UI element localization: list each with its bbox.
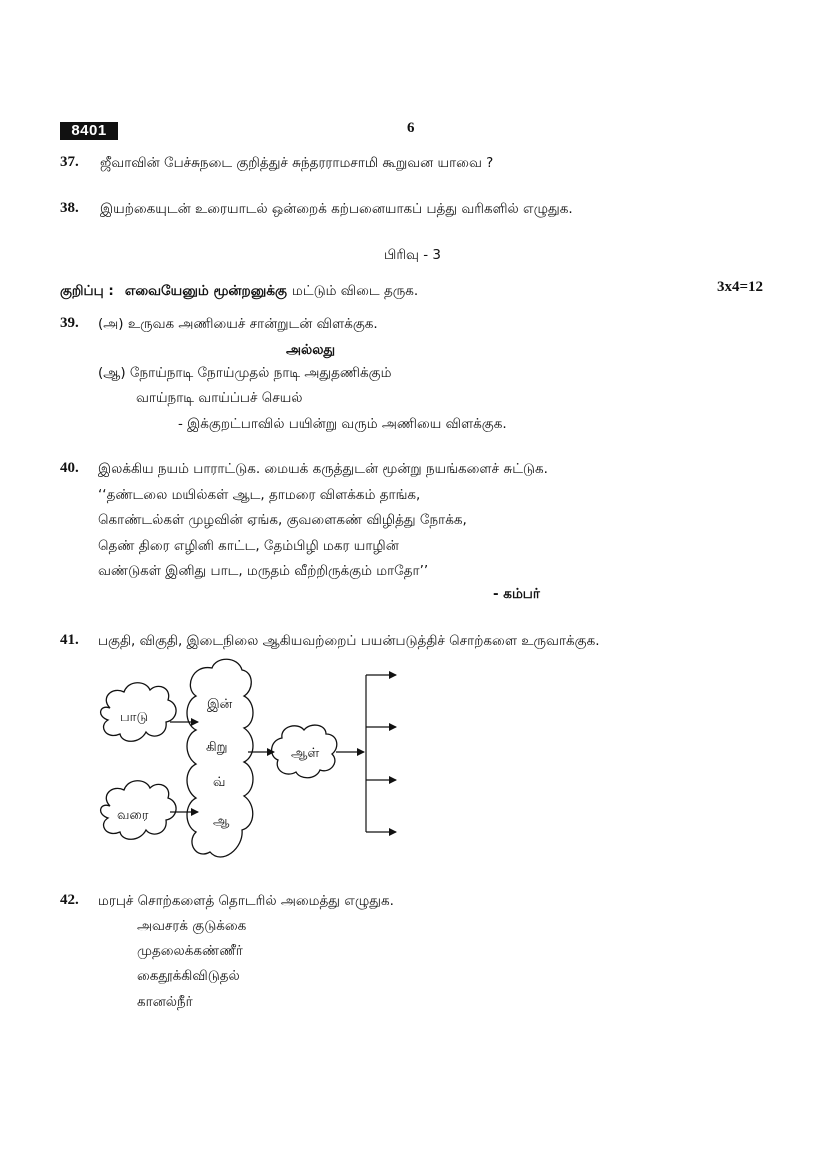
question-39-or: அல்லது bbox=[286, 342, 336, 358]
paper-code: 8401 bbox=[60, 122, 118, 140]
root-label-1: பாடு bbox=[120, 710, 149, 725]
idiom-item-1: அவசரக் குடுக்கை bbox=[137, 918, 247, 934]
middle-label-4: ஆ bbox=[213, 814, 230, 829]
question-number-38: 38. bbox=[60, 200, 79, 216]
note-bold: எவையேனும் மூன்றனுக்கு bbox=[124, 283, 287, 299]
question-37-text: ஜீவாவின் பேச்சுநடை குறித்துச் சுந்தரராமசாமி கூறுவன யாவை ? bbox=[100, 155, 494, 171]
question-39-part-b-line-3: - இக்குறட்பாவில் பயின்று வரும் அணியை விளக்குக. bbox=[178, 416, 507, 432]
poem-author: - கம்பர் bbox=[493, 586, 540, 602]
note-label: குறிப்பு : bbox=[60, 283, 114, 299]
poem-line-1: ‘‘தண்டலை மயில்கள் ஆட, தாமரை விளக்கம் தாங்க, bbox=[98, 487, 421, 503]
question-42-text: மரபுச் சொற்களைத் தொடரில் அமைத்து எழுதுக. bbox=[98, 893, 394, 909]
middle-label-1: இன் bbox=[207, 697, 233, 712]
question-number-41: 41. bbox=[60, 632, 79, 648]
root-cloud-1 bbox=[101, 683, 176, 742]
page-number: 6 bbox=[407, 120, 415, 136]
question-number-39: 39. bbox=[60, 315, 79, 331]
question-39-part-b-line-1: (ஆ) நோய்நாடி நோய்முதல் நாடி அதுதணிக்கும் bbox=[98, 365, 392, 381]
section-marks: 3x4=12 bbox=[717, 279, 764, 295]
idiom-item-3: கைதூக்கிவிடுதல் bbox=[137, 968, 240, 984]
question-number-37: 37. bbox=[60, 154, 79, 170]
question-number-42: 42. bbox=[60, 892, 79, 908]
suffix-label: ஆள் bbox=[291, 746, 320, 761]
poem-line-2: கொண்டல்கள் முழவின் ஏங்க, குவளைகண் விழித்து நோக்க, bbox=[98, 512, 467, 528]
idiom-item-4: கானல்நீர் bbox=[137, 994, 193, 1010]
section-title: பிரிவு - 3 bbox=[384, 247, 441, 263]
question-39-part-b-line-2: வாய்நாடி வாய்ப்பச் செயல் bbox=[136, 390, 303, 406]
question-number-40: 40. bbox=[60, 460, 79, 476]
question-40-text: இலக்கிய நயம் பாராட்டுக. மையக் கருத்துடன் மூன்று நயங்களைச் சுட்டுக. bbox=[98, 461, 548, 477]
question-38-text: இயற்கையுடன் உரையாடல் ஒன்றைக் கற்பனையாகப் பத்து வரிகளில் எழுதுக. bbox=[100, 201, 573, 217]
middle-stack-cloud bbox=[187, 659, 253, 857]
root-label-2: வரை bbox=[117, 808, 149, 823]
note-rest: மட்டும் விடை தருக. bbox=[291, 283, 419, 299]
suffix-cloud bbox=[272, 725, 337, 778]
question-39-part-a: (அ) உருவக அணியைச் சான்றுடன் விளக்குக. bbox=[98, 316, 378, 332]
question-41-text: பகுதி, விகுதி, இடைநிலை ஆகியவற்றைப் பயன்படுத்திச் சொற்களை உருவாக்குக. bbox=[98, 633, 600, 649]
poem-line-4: வண்டுகள் இனிது பாட, மருதம் வீற்றிருக்கும் மாதோ’’ bbox=[98, 563, 429, 579]
root-cloud-2 bbox=[101, 781, 176, 840]
poem-line-3: தெண் திரை எழினி காட்ட, தேம்பிழி மகர யாழின் bbox=[98, 538, 399, 554]
idiom-item-2: முதலைக்கண்ணீர் bbox=[137, 943, 243, 959]
middle-label-3: வ் bbox=[213, 775, 226, 790]
middle-label-2: கிறு bbox=[206, 740, 228, 755]
